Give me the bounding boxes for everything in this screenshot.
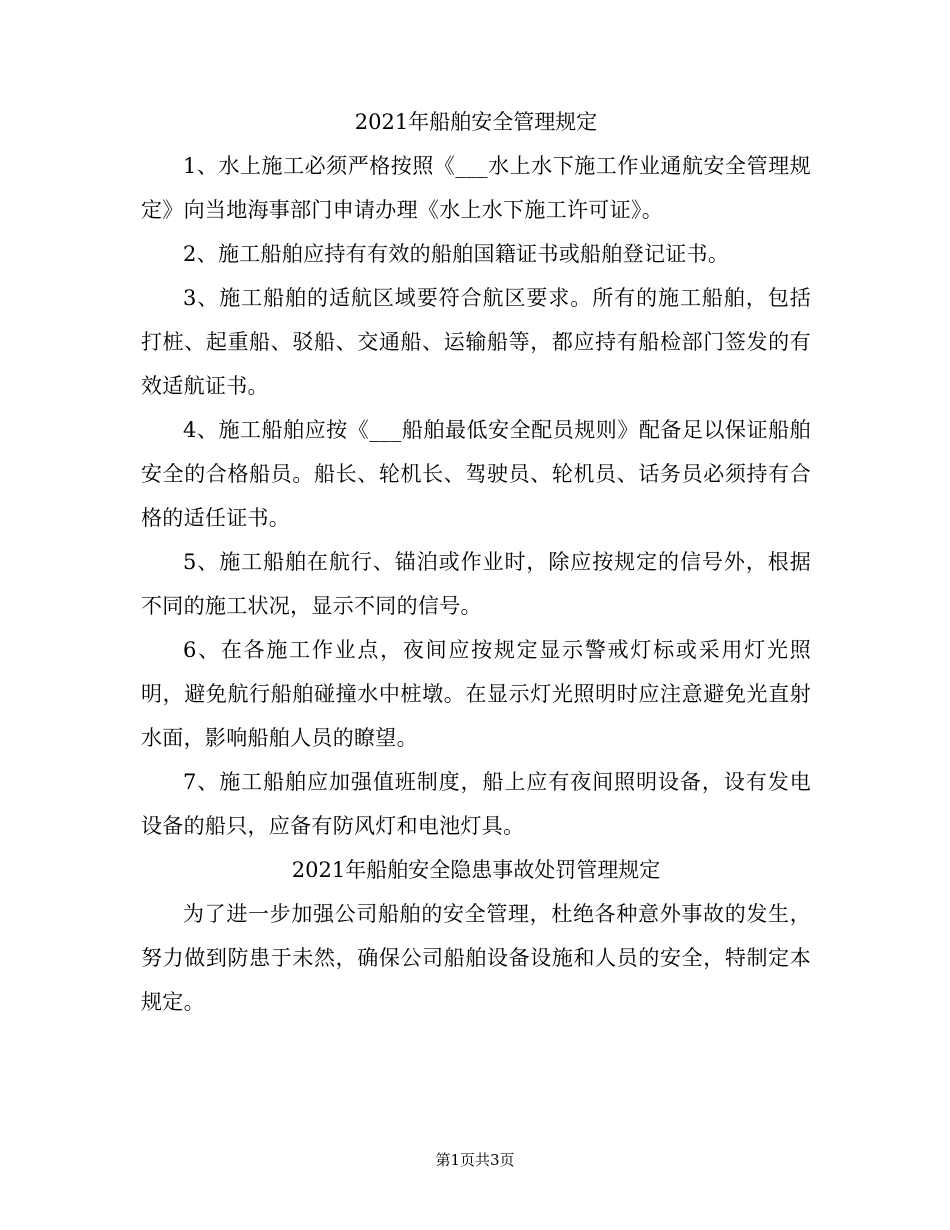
paragraph: 7、施工船舶应加强值班制度，船上应有夜间照明设备，设有发电设备的船只，应备有防风灯和电池灯具。: [141, 770, 811, 838]
paragraph: 6、在各施工作业点，夜间应按规定显示警戒灯标或采用灯光照明，避免航行船舶碰撞水中桩墩。在显示灯光照明时应注意避免光直射水面，影响船舶人员的瞭望。: [141, 638, 811, 750]
paragraph: 3、施工船舶的适航区域要符合航区要求。所有的施工船舶，包括打桩、起重船、驳船、交通船、运输船等，都应持有船检部门签发的有效适航证书。: [141, 286, 811, 398]
paragraph: 4、施工船舶应按《___船舶最低安全配员规则》配备足以保证船舶安全的合格船员。船长、轮机长、驾驶员、轮机员、话务员必须持有合格的适任证书。: [141, 418, 811, 530]
document-title: 2021年船舶安全管理规定: [354, 110, 598, 134]
document-body: [141, 100, 811, 1024]
paragraph: 为了进一步加强公司船舶的安全管理，杜绝各种意外事故的发生，努力做到防患于未然，确保公司船舶设备设施和人员的安全，特制定本规定。: [141, 902, 811, 1014]
page-number: 第1页共3页: [435, 1151, 515, 1169]
section-title: 2021年船舶安全隐患事故处罚管理规定: [291, 858, 661, 882]
paragraph: 2、施工船舶应持有有效的船舶国籍证书或船舶登记证书。: [183, 242, 730, 266]
paragraph: 1、水上施工必须严格按照《___水上水下施工作业通航安全管理规定》向当地海事部门申请办理《水上水下施工许可证》。: [141, 154, 811, 222]
paragraph: 5、施工船舶在航行、锚泊或作业时，除应按规定的信号外，根据不同的施工状况，显示不同的信号。: [141, 550, 811, 618]
